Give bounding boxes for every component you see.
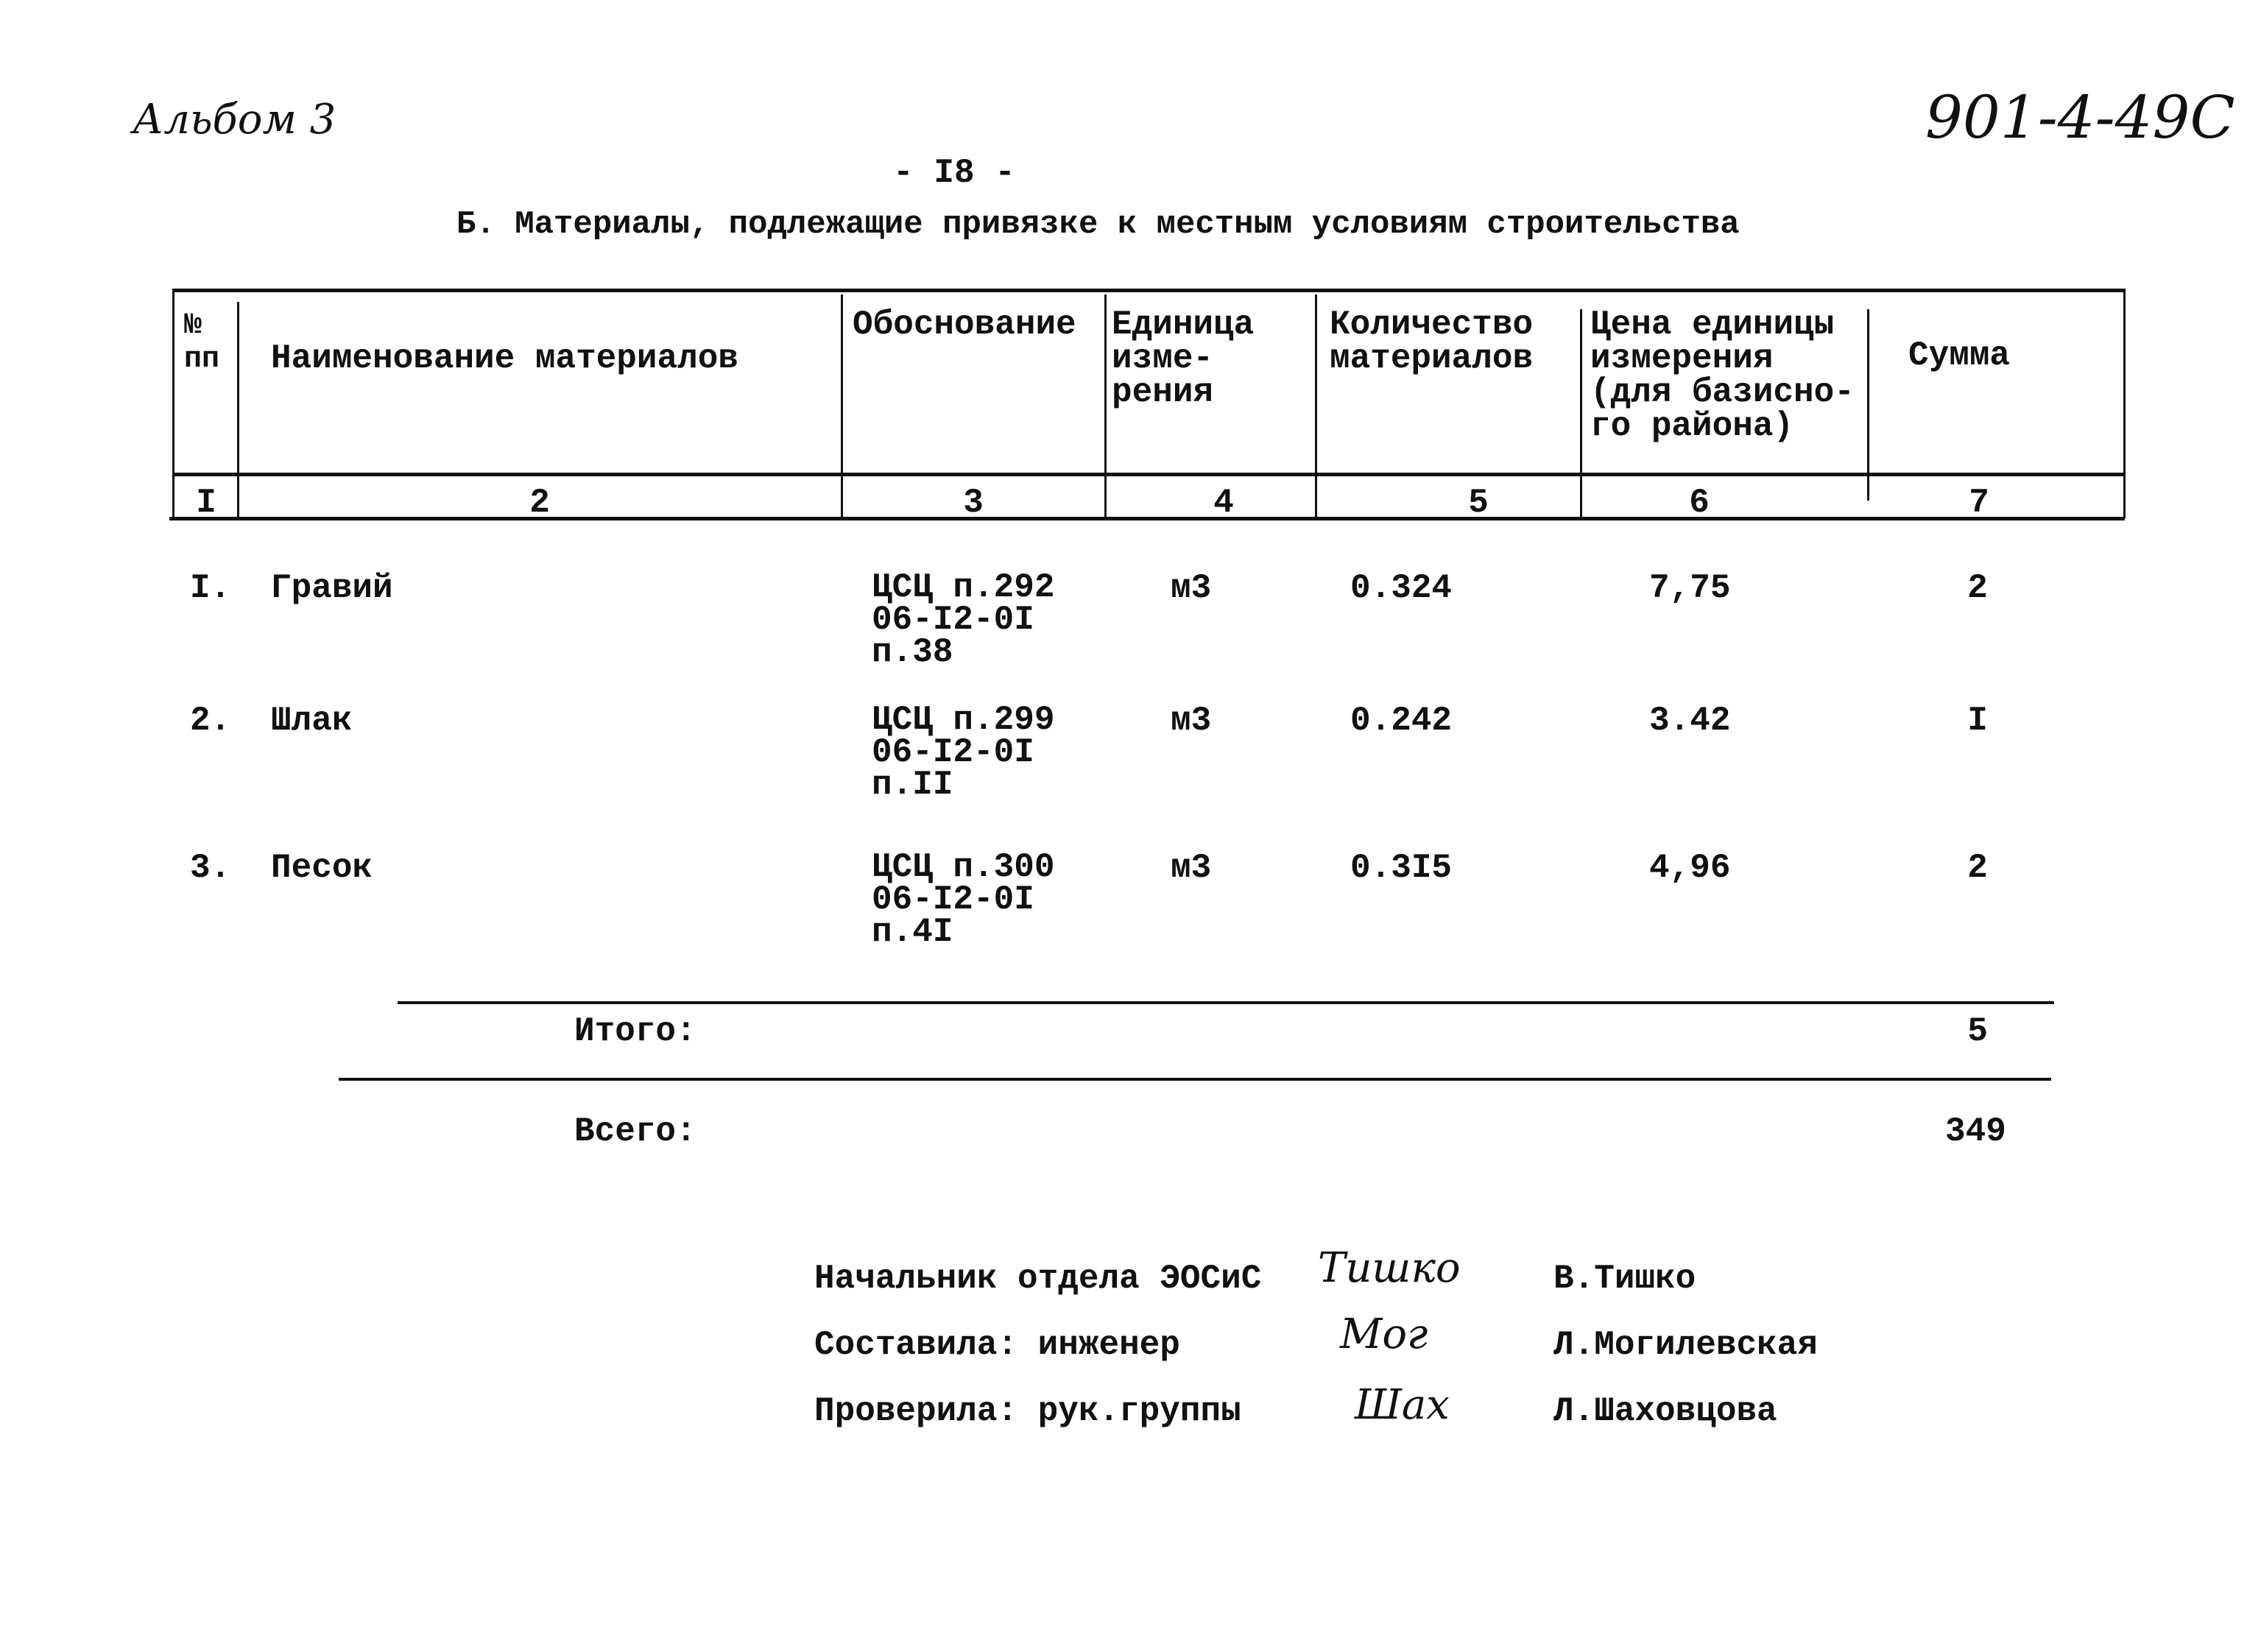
column-number: 2 (529, 484, 550, 522)
material-quantity: 0.242 (1350, 702, 1453, 740)
material-basis: ЦСЦ п.300 06-I2-0I п.4I (872, 848, 1055, 951)
total-label: Всего: (574, 1112, 696, 1151)
material-basis: ЦСЦ п.292 06-I2-0I п.38 (872, 568, 1055, 671)
material-quantity: 0.3I5 (1350, 849, 1453, 887)
material-quantity: 0.324 (1350, 569, 1453, 607)
material-unit: м3 (1171, 702, 1212, 740)
header-price: Цена единицы измерения (для базисно- го района) (1590, 306, 1855, 445)
signer-role: Составила: инженер (814, 1326, 1180, 1364)
column-number: 6 (1689, 484, 1710, 522)
column-number: 7 (1969, 484, 1989, 522)
material-price: 7,75 (1649, 569, 1731, 607)
column-number: 4 (1213, 484, 1234, 522)
page-number: - I8 - (893, 154, 1015, 192)
header-unit: Единица изме- рения (1112, 306, 1255, 412)
row-number: I. (190, 569, 231, 607)
column-number: 5 (1468, 484, 1489, 522)
material-sum: 2 (1967, 849, 1988, 887)
row-number: 2. (190, 702, 231, 740)
total-value: 349 (1945, 1112, 2006, 1151)
signer-role: Начальник отдела ЭОСиС (814, 1260, 1262, 1298)
signer-role: Проверила: рук.группы (814, 1392, 1241, 1430)
material-unit: м3 (1171, 569, 1212, 607)
column-number: I (196, 484, 216, 522)
subtotal-value: 5 (1967, 1012, 1988, 1051)
subtotal-label: Итого: (574, 1012, 696, 1051)
document-code: 901-4-49С (1925, 83, 2235, 152)
material-name: Шлак (271, 702, 353, 740)
header-sum: Сумма (1908, 336, 2011, 375)
handwritten-signature: Тишко (1318, 1244, 1461, 1292)
signer-name: В.Тишко (1553, 1260, 1696, 1298)
material-sum: 2 (1967, 569, 1988, 607)
row-number: 3. (190, 849, 231, 887)
album-note: Альбом 3 (133, 96, 336, 144)
material-sum: I (1967, 702, 1988, 740)
header-num: № пп (184, 309, 220, 376)
handwritten-signature: Мог (1340, 1310, 1428, 1358)
header-name: Наименование материалов (271, 339, 738, 378)
material-price: 3.42 (1649, 702, 1731, 740)
header-basis: Обоснование (853, 306, 1076, 344)
material-name: Гравий (271, 569, 393, 607)
material-unit: м3 (1171, 849, 1212, 887)
signer-name: Л.Могилевская (1553, 1326, 1818, 1364)
column-number: 3 (963, 484, 984, 522)
material-name: Песок (271, 849, 373, 887)
page-title: Б. Материалы, подлежащие привязке к местным условиям строительства (456, 206, 1740, 243)
handwritten-signature: Шах (1355, 1381, 1450, 1429)
material-price: 4,96 (1649, 849, 1731, 887)
material-basis: ЦСЦ п.299 06-I2-0I п.II (872, 701, 1055, 804)
signer-name: Л.Шаховцова (1553, 1392, 1777, 1430)
header-quantity: Количество материалов (1330, 306, 1534, 378)
